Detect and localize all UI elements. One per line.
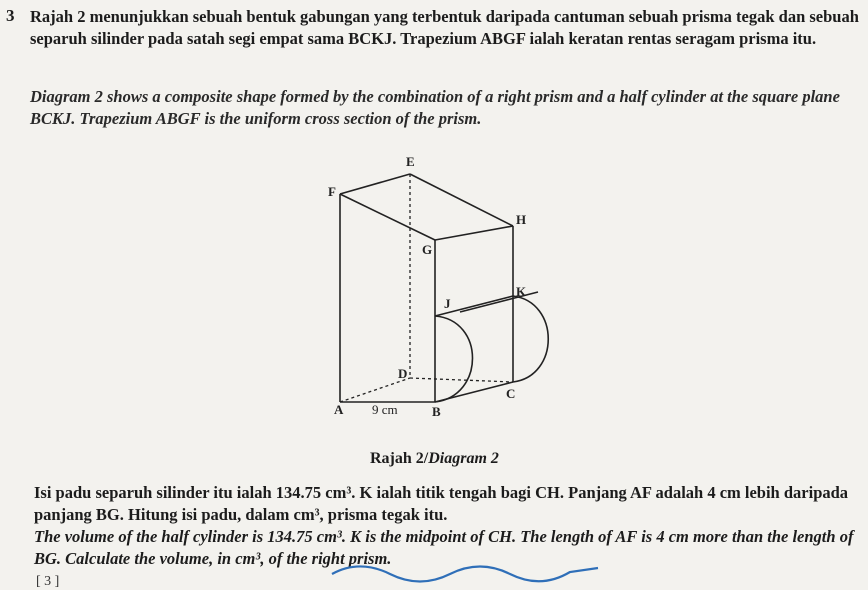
label-e: E — [406, 154, 415, 169]
label-j: J — [444, 296, 451, 311]
edge-fe — [340, 174, 410, 194]
edge-eh — [410, 174, 513, 226]
arc-front — [435, 316, 473, 402]
label-f: F — [328, 184, 336, 199]
figure-caption — [370, 450, 499, 468]
english-intro: Diagram 2 shows a composite shape formed by the combination of a right prism and a half cylinder at the square plane BCKJ. Trapezium ABGF is the uniform cross section of the prism. — [30, 87, 840, 128]
english-question: The volume of the half cylinder is 134.75 cm³. K is the midpoint of CH. The length of AF is 4 cm more than the length of BG. Calculate the volume, in cm³, of the right prism. — [34, 527, 854, 568]
pen-underline — [330, 560, 600, 585]
edge-fg — [340, 194, 435, 240]
question-number: 3 — [6, 6, 15, 25]
label-c: C — [506, 386, 516, 401]
label-g: G — [422, 242, 433, 257]
edge-top-tangent — [460, 292, 538, 312]
malay-question: Isi padu separuh silinder itu ialah 134.75 cm³. K ialah titik tengah bagi CH. Panjang AF adalah 4 cm lebih daripada panjang BG. Hitung isi padu, dalam cm³, prisma tegak itu. — [34, 483, 849, 524]
composite-solid-diagram — [320, 150, 580, 430]
arc-back — [513, 296, 548, 382]
label-k: K — [516, 284, 527, 299]
label-d: D — [398, 366, 408, 381]
edge-gh — [435, 226, 513, 240]
label-b: B — [432, 404, 441, 419]
caption-malay: Rajah 2/ — [370, 450, 429, 467]
label-h: H — [516, 212, 527, 227]
dimension-ab: 9 cm — [372, 402, 398, 417]
hidden-edge-dc — [410, 378, 513, 382]
label-a: A — [334, 402, 344, 417]
hidden-edge-ad — [340, 378, 410, 402]
caption-english: Diagram 2 — [428, 450, 499, 467]
marks-bracket: [ 3 ] — [36, 574, 60, 589]
malay-intro: Rajah 2 menunjukkan sebuah bentuk gabungan yang terbentuk daripada cantuman sebuah prisma tegak dan sebuah separuh silinder pada satah segi empat sama BCKJ. Trapezium ABGF ialah keratan rentas seragam prisma itu. — [30, 7, 859, 48]
